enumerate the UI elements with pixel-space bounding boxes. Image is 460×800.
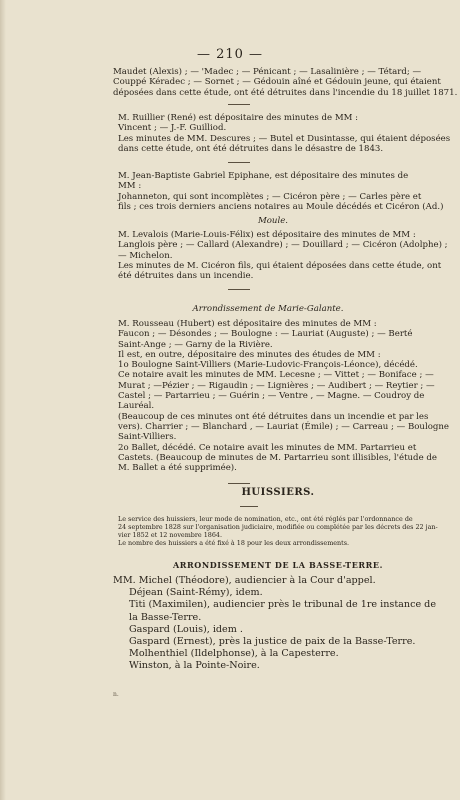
section-heading-marie-galante: Arrondissement de Marie-Galante. [192,304,344,314]
separator-rule [228,104,250,105]
separator-rule [228,162,250,163]
text-line: Faucon ; — Désondes ; — Boulogne : — Lauriat (Auguste) ; — Berté [118,329,413,340]
list-item: Winston, à la Pointe-Noire. [129,660,260,672]
text-line: Saint-Ange ; — Garny de la Rivière. [118,339,273,350]
list-item: Molhenthiel (Ildelphonse), à la Capesterre. [129,648,339,660]
text-line: 24 septembre 1828 sur l'organisation judiciaire, modifiée ou complétée par les décrets des 22 jan- [118,523,438,531]
paragraph-top [113,67,457,98]
text-line: Couppé Kéradec ; — Sornet ; — Gédouin aîné et Gédouin jeune, qui étaient [113,77,441,88]
text-line: Les minutes de M. Cicéron fils, qui étaient déposées dans cette étude, ont [118,260,442,271]
text-line: 2o Ballet, décédé. Ce notaire avait les minutes de MM. Partarrieu et [118,442,417,453]
text-line: Lauréal. [118,401,155,412]
text-line: Les minutes de MM. Descures ; — Butel et Dusintasse, qui étaient déposées [118,133,451,144]
text-line: (Beaucoup de ces minutes ont été détruites dans un incendie et par les [118,411,429,422]
separator-rule [228,483,250,484]
text-line: M. Ruillier (René) est dépositaire des minutes de MM : [118,113,359,123]
text-line: Saint-Villiers. [118,432,177,443]
text-line: Vincent ; — J.-F. Guilliod. [118,123,227,134]
text-line: fils ; ces trois derniers anciens notaires au Moule décédés et Cicéron (Ad.) [118,201,444,212]
text-line: vier 1852 et 12 novembre 1864. [118,531,223,539]
text-line: Maudet (Alexis) ; — 'Madec ; — Pénicant ; — Lasalinière ; — Tétard; — [113,67,422,77]
text-line: M. Rousseau (Hubert) est dépositaire des minutes de MM : [118,319,377,329]
text-line: M. Jean-Baptiste Gabriel Epiphane, est dépositaire des minutes de [118,171,409,181]
text-line: Castel ; — Partarrieu ; — Guérin ; — Ventre , — Magne. — Coudroy de [118,391,425,402]
paragraph-rousseau [118,319,449,473]
text-line: Ce notaire avait les minutes de MM. Lecesne ; — Vittet ; — Boniface ; — [118,370,434,381]
text-line: Murat ; —Pézier ; — Rigaudin ; — Lignières ; — Audibert ; — Reytier ; — [118,380,435,391]
list-item: Gaspard (Louis), idem . [129,623,243,635]
text-line: Langlois père ; — Callard (Alexandre) ; — Douillard ; — Cicéron (Adolphe) ; [118,240,448,251]
text-line: Castets. (Beaucoup de minutes de M. Partarrieu sont illisibles, l'étude de [118,452,437,463]
separator-rule [228,289,250,290]
text-line: 1o Boulogne Saint-Villiers (Marie-Ludovic-François-Léonce), décédé. [118,360,418,371]
paragraph-epiphane [118,171,443,212]
text-line: M. Levalois (Marie-Louis-Félix) est dépositaire des minutes de MM : [118,230,416,240]
list-huissiers [113,575,436,673]
text-line: dans cette étude, ont été détruites dans le désastre de 1843. [118,143,384,154]
text-line: MM : [118,181,142,192]
separator-rule [240,506,258,507]
list-item: Déjean (Saint-Rémy), idem. [129,587,263,599]
paragraph-levalois [118,230,448,281]
list-item: Gaspard (Ernest), près la justice de paix de la Basse-Terre. [129,636,416,648]
text-line: Johanneton, qui sont incomplètes ; — Cicéron père ; — Carles père et [118,191,422,202]
text-line: Le service des huissiers, leur mode de nomination, etc., ont été réglés par l'ordonnance de [118,515,413,523]
list-item: MM. Michel (Théodore), audiencier à la Cour d'appel. [113,575,376,586]
page-number: — 210 — [196,47,264,62]
page-mark: n. [113,691,119,698]
section-title-huissiers: HUISSIERS. [241,487,315,498]
text-line: vers). Charrier ; — Blanchard , — Lauriat (Émile) ; — Carreau ; — Boulogne [118,421,450,432]
section-heading-moule: Moule. [257,216,289,226]
list-item: la Basse-Terre. [129,611,202,623]
section-heading-basse-terre: ARRONDISSEMENT DE LA BASSE-TERRE. [172,560,383,570]
text-line: Il est, en outre, dépositaire des minutes des études de MM : [118,349,381,360]
text-line: M. Ballet a été supprimée). [118,463,237,474]
text-line: Le nombre des huissiers a été fixé à 18 pour les deux arrondissements. [118,539,350,547]
paragraph-ruillier [118,113,450,154]
note-huissiers [118,515,438,547]
text-line: déposées dans cette étude, ont été détruites dans l'incendie du 18 juillet 1871. [113,87,458,98]
text-line: été détruites dans un incendie. [118,271,254,282]
text-line: — Michelon. [118,250,173,261]
list-item: Titi (Maximilen), audiencier près le tribunal de 1re instance de [129,599,437,611]
